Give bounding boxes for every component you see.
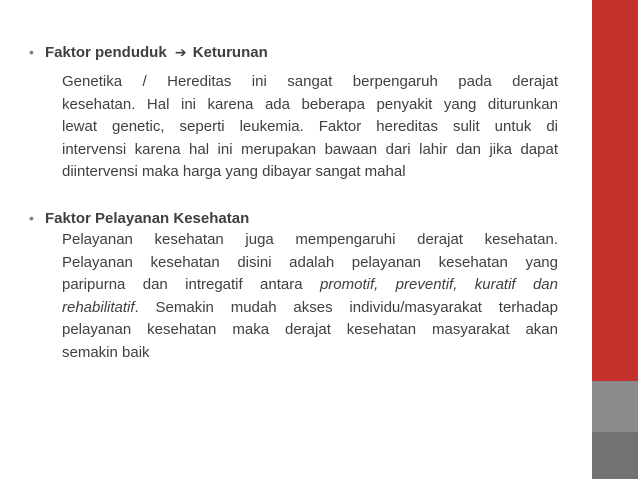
accent-red-block bbox=[592, 0, 638, 381]
accent-gray-block bbox=[592, 381, 638, 432]
line-text-italic: rehabilitatif bbox=[62, 298, 135, 316]
paragraph-line bbox=[62, 161, 558, 184]
line-text: lewat genetic, seperti leukemia. Faktor hereditas sulit untuk di bbox=[62, 118, 558, 135]
line-text: intervensi karena hal ini merupakan bawaan dari lahir dan jika dapat bbox=[62, 140, 558, 158]
paragraph-line bbox=[62, 252, 558, 275]
paragraph-line bbox=[62, 71, 558, 94]
paragraph-line bbox=[62, 274, 558, 297]
line-text: diintervensi maka harga yang dibayar sangat mahal bbox=[62, 163, 406, 180]
right-arrow-icon: ➔ bbox=[174, 45, 187, 61]
line-text: Pelayanan kesehatan juga mempengaruhi derajat kesehatan. bbox=[62, 231, 558, 248]
line-text: kesehatan. Hal ini karena ada beberapa penyakit yang diturunkan bbox=[62, 95, 558, 113]
accent-dark-gray-block bbox=[592, 432, 638, 479]
line-text: pelayanan kesehatan maka derajat kesehatan masyarakat akan bbox=[62, 321, 558, 338]
heading-target: Keturunan bbox=[192, 44, 268, 61]
paragraph-keturunan bbox=[62, 71, 558, 184]
paragraph-line bbox=[62, 94, 558, 117]
bullet-heading-pelayanan bbox=[29, 207, 569, 230]
paragraph-line bbox=[62, 297, 558, 320]
line-text: Pelayanan kesehatan disini adalah pelayanan kesehatan yang bbox=[62, 253, 558, 271]
line-text: semakin baik bbox=[62, 343, 150, 361]
accent-strip bbox=[592, 0, 638, 479]
paragraph-line bbox=[62, 116, 558, 139]
heading-label: Faktor Pelayanan Kesehatan bbox=[45, 210, 250, 227]
line-text: Genetika / Hereditas ini sangat berpengaruh pada derajat bbox=[62, 73, 558, 90]
paragraph-line bbox=[62, 139, 558, 162]
bullet-icon: • bbox=[29, 210, 34, 226]
paragraph-line bbox=[62, 319, 558, 342]
bullet-heading-penduduk bbox=[29, 41, 569, 64]
line-text: . Semakin mudah akses individu/masyarakat terhadap bbox=[134, 298, 558, 316]
paragraph-line bbox=[62, 342, 558, 365]
paragraph-pelayanan bbox=[62, 229, 558, 364]
bullet-icon: • bbox=[29, 44, 34, 60]
heading-label: Faktor penduduk bbox=[45, 44, 167, 61]
paragraph-line bbox=[62, 229, 558, 252]
line-text: paripurna dan intregatif antara bbox=[62, 276, 320, 293]
line-text-italic: promotif, preventif, kuratif dan bbox=[319, 276, 558, 293]
